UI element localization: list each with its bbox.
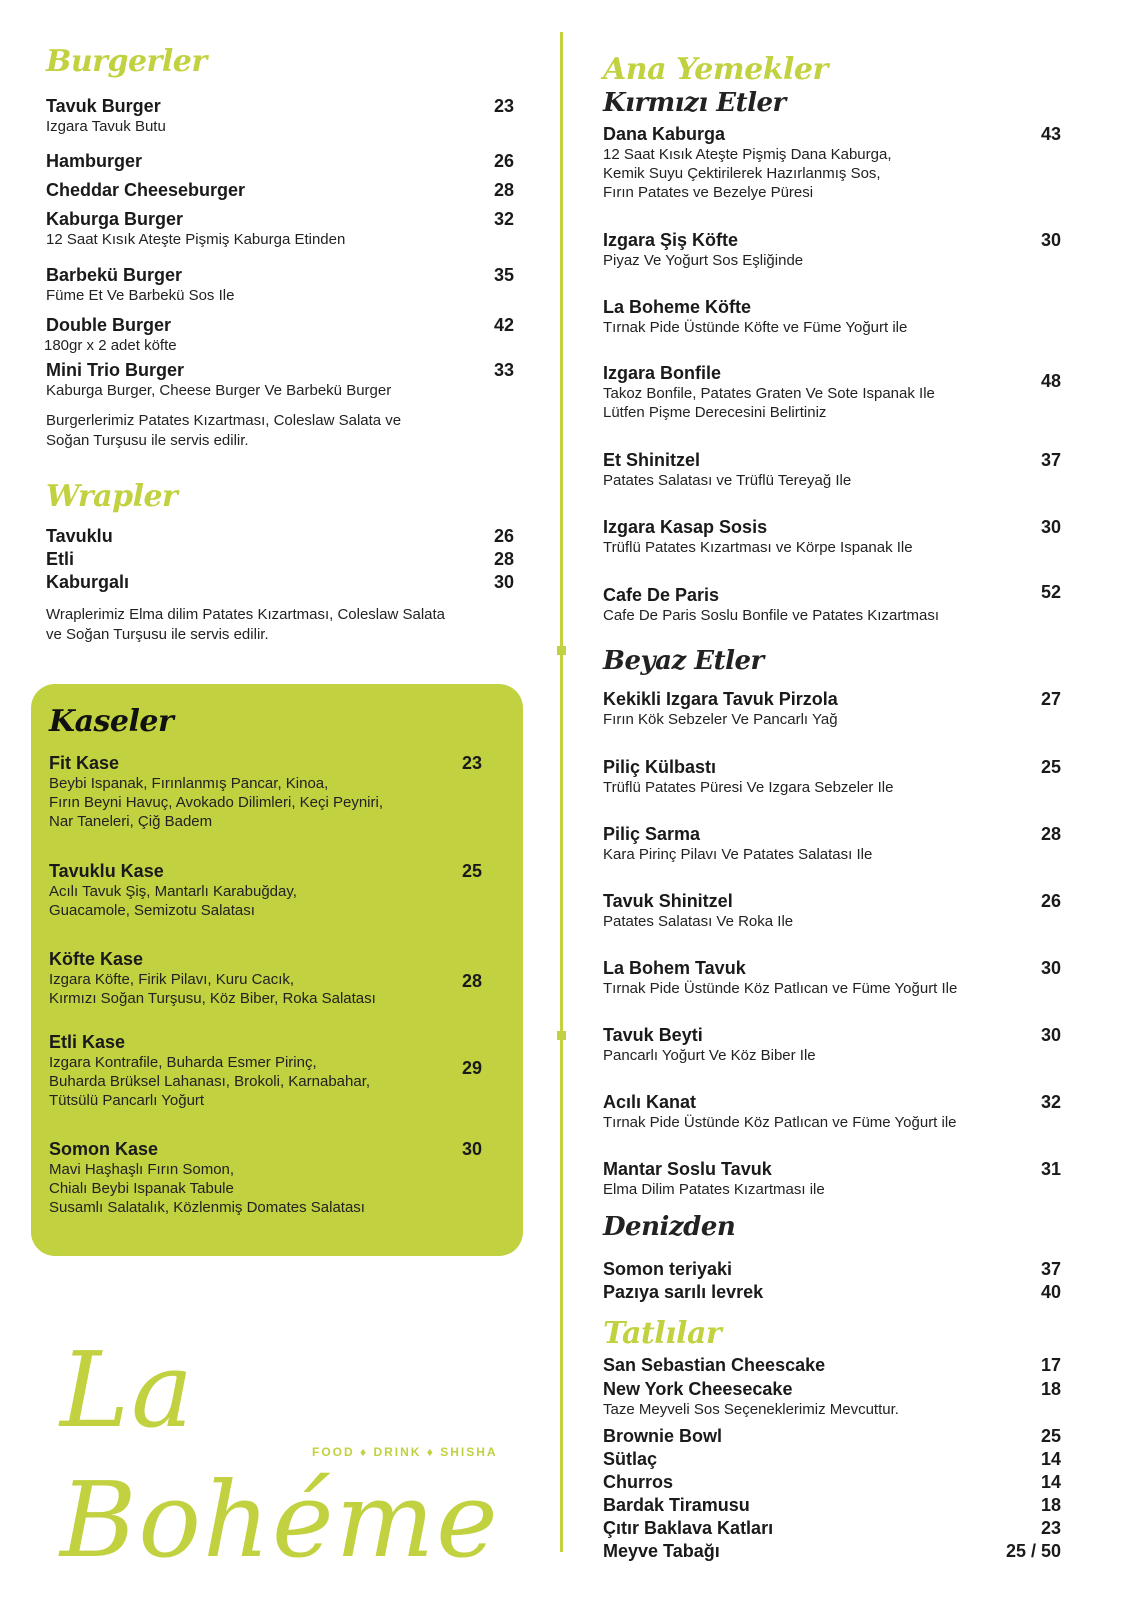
item-desc: Takoz Bonfile, Patates Graten Ve Sote Ispanak Ile Lütfen Pişme Derecesini Belirtiniz <box>603 385 935 421</box>
item-name: La Bohem Tavuk <box>603 958 746 978</box>
item-name: Tavuk Shinitzel <box>603 891 733 911</box>
item-price: 33 <box>493 360 514 380</box>
item-price: 42 <box>493 315 514 335</box>
item-price: 30 <box>461 1139 482 1159</box>
menu-item <box>49 1138 523 1217</box>
item-name: Et Shinitzel <box>603 450 701 470</box>
menu-item <box>603 516 1083 557</box>
item-price: 30 <box>1040 958 1061 978</box>
menu-item <box>603 362 1083 422</box>
item-name: Pazıya sarılı levrek <box>603 1282 764 1302</box>
item-desc: Elma Dilim Patates Kızartması ile <box>603 1181 825 1198</box>
menu-item <box>603 957 1083 998</box>
item-name: Tavuklu <box>46 526 113 546</box>
item-price: 30 <box>1040 1025 1061 1045</box>
menu-item <box>603 756 1083 797</box>
menu-item <box>46 314 531 355</box>
menu-item <box>603 1448 1083 1470</box>
menu-item <box>46 150 531 172</box>
item-desc: Patates Salatası ve Trüflü Tereyağ Ile <box>603 472 852 489</box>
item-desc: Beybi Ispanak, Fırınlanmış Pancar, Kinoa, Fırın Beyni Havuç, Avokado Dilimleri, Keçi Peyniri, Nar Taneleri, Çiğ Badem <box>49 775 384 830</box>
item-price: 40 <box>1040 1282 1061 1302</box>
menu-item <box>46 548 531 570</box>
item-name: Tavuk Burger <box>46 96 161 116</box>
logo-tagline: FOOD ♦ DRINK ♦ SHISHA <box>312 1445 498 1459</box>
item-price: 43 <box>1040 124 1061 144</box>
item-name: Etli <box>46 549 75 569</box>
item-price: 14 <box>1040 1472 1061 1492</box>
item-price: 28 <box>1040 824 1061 844</box>
item-price: 27 <box>1040 689 1061 709</box>
menu-item <box>49 752 523 831</box>
menu-item <box>603 1494 1083 1516</box>
item-price: 32 <box>493 209 514 229</box>
menu-item <box>603 296 1083 337</box>
item-price: 28 <box>493 180 514 200</box>
item-name: Cafe De Paris <box>603 585 720 605</box>
item-name: Double Burger <box>46 315 172 335</box>
section-title-ana-yemekler: Ana Yemekler <box>603 52 828 87</box>
item-price: 30 <box>493 572 514 592</box>
item-price: 14 <box>1040 1449 1061 1469</box>
item-name: Hamburger <box>46 151 143 171</box>
menu-item <box>603 1354 1083 1376</box>
section-title-tatlilar: Tatlılar <box>603 1316 722 1351</box>
menu-item <box>603 1517 1083 1539</box>
item-price: 28 <box>493 549 514 569</box>
item-price: 37 <box>1040 1259 1061 1279</box>
menu-item <box>603 1378 1083 1400</box>
item-name: Fit Kase <box>49 753 120 773</box>
section-title-kaseler: Kaseler <box>49 704 174 739</box>
menu-item <box>603 1024 1083 1065</box>
item-name: Kekikli Izgara Tavuk Pirzola <box>603 689 838 709</box>
menu-item <box>46 179 531 201</box>
item-price: 52 <box>1040 582 1061 602</box>
item-price: 18 <box>1040 1495 1061 1515</box>
menu-item <box>603 1281 1083 1303</box>
item-name: Tavuklu Kase <box>49 861 164 881</box>
item-desc: Fırın Kök Sebzeler Ve Pancarlı Yağ <box>603 711 838 728</box>
burger-note: Burgerlerimiz Patates Kızartması, Coleslaw Salata ve Soğan Turşusu ile servis edilir. <box>46 412 402 449</box>
item-price: 28 <box>461 971 482 991</box>
item-name: Piliç Külbastı <box>603 757 717 777</box>
menu-item <box>46 571 531 593</box>
item-desc: Izgara Tavuk Butu <box>46 118 166 135</box>
item-name: Somon teriyaki <box>603 1259 733 1279</box>
kaseler-panel <box>31 684 523 1256</box>
item-name: Mini Trio Burger <box>46 360 185 380</box>
item-desc: Füme Et Ve Barbekü Sos Ile <box>46 287 235 304</box>
menu-item <box>49 860 523 920</box>
item-name: Acılı Kanat <box>603 1092 697 1112</box>
item-desc: Patates Salatası Ve Roka Ile <box>603 913 794 930</box>
dessert-note: Taze Meyveli Sos Seçeneklerimiz Mevcuttur. <box>603 1401 899 1418</box>
item-name: Bardak Tiramusu <box>603 1495 750 1515</box>
item-desc: Mavi Haşhaşlı Fırın Somon, Chialı Beybi Ispanak Tabule Susamlı Salatalık, Közlenmiş Domates Salatası <box>49 1161 365 1216</box>
item-desc: Kaburga Burger, Cheese Burger Ve Barbekü Burger <box>46 382 392 399</box>
subsection-title-kirmizi: Kırmızı Etler <box>603 88 786 118</box>
wrap-note: Wraplerimiz Elma dilim Patates Kızartması, Coleslaw Salata ve Soğan Turşusu ile servis edilir. <box>46 606 446 643</box>
brand-logo <box>50 1325 510 1581</box>
item-price: 26 <box>1040 891 1061 911</box>
item-price: 30 <box>1040 230 1061 250</box>
item-desc: Trüflü Patates Kızartması ve Körpe Ispanak Ile <box>603 539 913 556</box>
item-desc: Izgara Kontrafile, Buharda Esmer Pirinç, Buharda Brüksel Lahanası, Brokoli, Karnabahar, Tütsülü Pancarlı Yoğurt <box>49 1054 371 1109</box>
item-price: 23 <box>461 753 482 773</box>
menu-item <box>603 688 1083 729</box>
item-name: Dana Kaburga <box>603 124 726 144</box>
item-price: 18 <box>1040 1379 1061 1399</box>
menu-item <box>46 359 531 400</box>
section-title-wrapler: Wrapler <box>46 479 178 514</box>
menu-item <box>603 1158 1083 1199</box>
item-name: Sütlaç <box>603 1449 658 1469</box>
menu-item <box>46 95 531 136</box>
menu-item <box>603 1540 1083 1562</box>
menu-item <box>603 584 1083 625</box>
item-price: 26 <box>493 526 514 546</box>
item-price: 26 <box>493 151 514 171</box>
item-name: Churros <box>603 1472 674 1492</box>
item-desc: 12 Saat Kısık Ateşte Pişmiş Kaburga Etinden <box>46 231 346 248</box>
item-desc: 180gr x 2 adet köfte <box>44 337 177 354</box>
menu-item <box>603 123 1083 202</box>
item-desc: Tırnak Pide Üstünde Köz Patlıcan ve Füme Yoğurt ile <box>603 1114 957 1131</box>
item-name: Kaburga Burger <box>46 209 184 229</box>
item-price: 32 <box>1040 1092 1061 1112</box>
item-name: Mantar Soslu Tavuk <box>603 1159 772 1179</box>
menu-item <box>603 1425 1083 1447</box>
menu-item <box>603 229 1083 270</box>
subsection-title-beyaz: Beyaz Etler <box>603 646 764 676</box>
item-name: Izgara Kasap Sosis <box>603 517 768 537</box>
item-price: 25 <box>461 861 482 881</box>
item-desc: Cafe De Paris Soslu Bonfile ve Patates Kızartması <box>603 607 939 624</box>
divider-marker <box>557 646 566 655</box>
item-desc: Tırnak Pide Üstünde Köz Patlıcan ve Füme Yoğurt Ile <box>603 980 958 997</box>
menu-item <box>603 1471 1083 1493</box>
item-price: 35 <box>493 265 514 285</box>
item-name: New York Cheesecake <box>603 1379 793 1399</box>
menu-item <box>603 823 1083 864</box>
item-name: San Sebastian Cheescake <box>603 1355 826 1375</box>
item-desc: Izgara Köfte, Firik Pilavı, Kuru Cacık, Kırmızı Soğan Turşusu, Köz Biber, Roka Salatası <box>49 971 376 1007</box>
item-desc: Pancarlı Yoğurt Ve Köz Biber Ile <box>603 1047 816 1064</box>
item-price: 31 <box>1040 1159 1061 1179</box>
item-price: 48 <box>1040 371 1061 391</box>
subsection-title-denizden: Denizden <box>603 1212 736 1242</box>
item-name: Meyve Tabağı <box>603 1541 720 1561</box>
item-desc: Kara Pirinç Pilavı Ve Patates Salatası Ile <box>603 846 873 863</box>
item-price: 25 <box>1040 757 1061 777</box>
menu-item <box>46 525 531 547</box>
item-name: Barbekü Burger <box>46 265 183 285</box>
column-divider <box>560 32 563 1552</box>
item-name: Izgara Şiş Köfte <box>603 230 739 250</box>
item-desc: Piyaz Ve Yoğurt Sos Eşliğinde <box>603 252 804 269</box>
item-name: Kaburgalı <box>46 572 130 592</box>
item-desc: Tırnak Pide Üstünde Köfte ve Füme Yoğurt ile <box>603 319 908 336</box>
item-price: 25 <box>1040 1426 1061 1446</box>
item-name: Köfte Kase <box>49 949 144 969</box>
logo-text: La Bohéme <box>60 1329 500 1581</box>
item-price: 23 <box>1040 1518 1061 1538</box>
item-price: 23 <box>493 96 514 116</box>
menu-item <box>46 264 531 305</box>
item-price: 29 <box>461 1058 482 1078</box>
item-name: La Boheme Köfte <box>603 297 752 317</box>
item-desc: 12 Saat Kısık Ateşte Pişmiş Dana Kaburga, Kemik Suyu Çektirilerek Hazırlanmış Sos, Fırın Patates ve Bezelye Püresi <box>603 146 892 201</box>
section-title-burgerler: Burgerler <box>46 44 207 79</box>
item-name: Brownie Bowl <box>603 1426 723 1446</box>
item-price: 25 / 50 <box>1005 1541 1061 1561</box>
menu-item <box>49 948 523 1008</box>
menu-item <box>603 890 1083 931</box>
item-price: 30 <box>1040 517 1061 537</box>
menu-item <box>603 1091 1083 1132</box>
item-name: Tavuk Beyti <box>603 1025 703 1045</box>
item-name: Cheddar Cheeseburger <box>46 180 246 200</box>
item-desc: Trüflü Patates Püresi Ve Izgara Sebzeler Ile <box>603 779 894 796</box>
item-name: Çıtır Baklava Katları <box>603 1518 774 1538</box>
item-name: Somon Kase <box>49 1139 159 1159</box>
menu-item <box>49 1031 523 1110</box>
divider-marker <box>557 1031 566 1040</box>
item-name: Izgara Bonfile <box>603 363 722 383</box>
item-name: Etli Kase <box>49 1032 126 1052</box>
item-desc: Acılı Tavuk Şiş, Mantarlı Karabuğday, Guacamole, Semizotu Salatası <box>49 883 297 919</box>
item-price: 17 <box>1040 1355 1061 1375</box>
item-price: 37 <box>1040 450 1061 470</box>
menu-item <box>603 1258 1083 1280</box>
menu-item <box>46 208 531 249</box>
menu-item <box>603 449 1083 490</box>
item-name: Piliç Sarma <box>603 824 701 844</box>
